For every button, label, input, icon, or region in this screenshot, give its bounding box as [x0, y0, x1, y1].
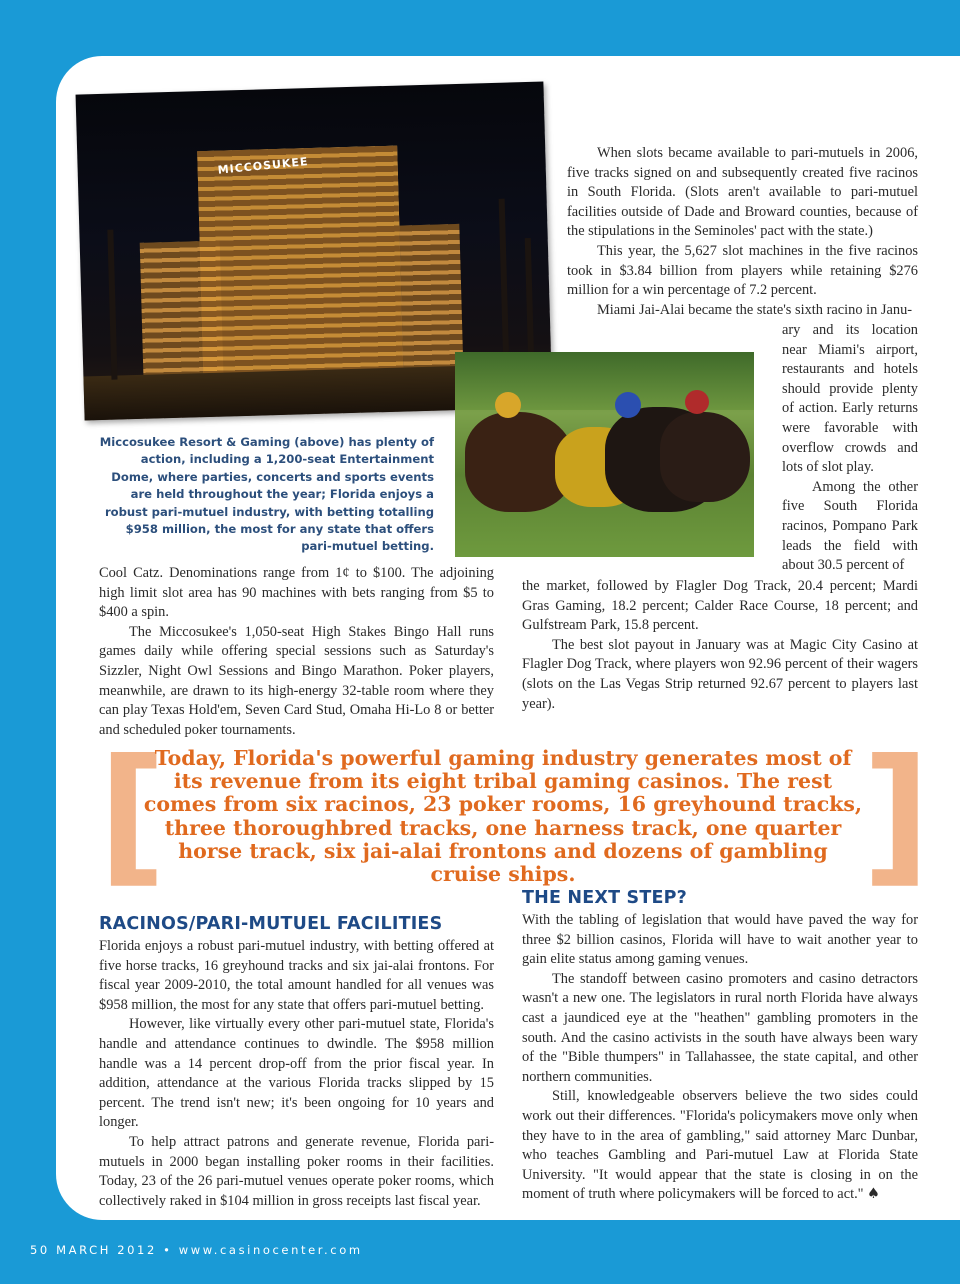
- paragraph: Miami Jai-Alai became the state's sixth racino in Janu-: [597, 301, 913, 318]
- palm-tree: [499, 199, 510, 369]
- palm-tree: [525, 238, 535, 368]
- page-footer: 50 MARCH 2012 • www.casinocenter.com: [30, 1243, 363, 1257]
- paragraph: With the tabling of legislation that would have paved the way for three $2 billion casinos, Florida will have to wait another year to gain elite status among gaming venues.: [522, 912, 918, 968]
- paragraph: When slots became available to pari-mutuels in 2006, five tracks signed on and subsequently created five racinos in South Florida. (Slots aren't available to pari-mutuel facilities outside of Dade and Broward counties, because of the stipulations in the Seminoles' pact with the state.): [567, 145, 918, 240]
- paragraph: To help attract patrons and generate revenue, Florida pari-mutuels in 2000 began installing poker rooms in their facilities. Today, 23 of the 26 pari-mutuel venues operate poker rooms, which collectively raked in $104 million in gross receipts last fiscal year.: [99, 1133, 494, 1209]
- jockey: [615, 392, 641, 418]
- paragraph: [522, 1087, 918, 1205]
- paragraph: Florida enjoys a robust pari-mutuel industry, with betting offered at five horse tracks, 16 greyhound tracks and six jai-alai frontons. For fiscal year 2009-2010, the total amount handled for all venues was $958 million, the most for any state that offers pari-mutuel betting.: [99, 938, 494, 1013]
- right-column-beside-photo: [782, 321, 918, 576]
- jockey: [495, 392, 521, 418]
- spade-icon: ♠: [867, 1186, 881, 1203]
- paragraph: The best slot payout in January was at Magic City Casino at Flagler Dog Track, where players won 92.96 percent of their wagers (slots on the Las Vegas Strip returned 92.67 percent to players last year).: [522, 636, 918, 712]
- section-heading: THE NEXT STEP?: [522, 888, 688, 908]
- palm-tree: [107, 230, 117, 380]
- paragraph: Cool Catz. Denominations range from 1¢ to $100. The adjoining high limit slot area has 90 machines with bets ranging from $5 to $400 a spin.: [99, 565, 494, 621]
- left-bracket: [: [98, 728, 167, 902]
- right-column-bottom: [522, 577, 918, 714]
- jockey: [685, 390, 709, 414]
- hotel-wing: [399, 224, 463, 376]
- horse-race-photo: [455, 352, 754, 557]
- paragraph: The standoff between casino promoters and casino detractors wasn't a new one. The legislators in rural north Florida have always cast a jaundiced eye at the "heathen" gambling promoters in the south. And the casino activists in the south have always been wary of the "Bible thumpers" in Tallahassee, the state capital, and other northern communities.: [522, 970, 918, 1085]
- section-heading: RACINOS/PARI-MUTUEL FACILITIES: [99, 914, 443, 934]
- paragraph: The Miccosukee's 1,050-seat High Stakes Bingo Hall runs games daily while offering special sessions such as Saturday's Sizzler, Night Owl Sessions and Bingo Marathon. Poker players, meanwhile, are drawn to its high-energy 32-table room where they can play Texas Hold'em, Seven Card Stud, Omaha Hi-Lo 8 or better and scheduled poker tournaments.: [99, 623, 494, 738]
- racinos-section: [99, 914, 494, 1211]
- paragraph: Among the other five South Florida racinos, Pompano Park leads the field with about 30.5 percent of: [782, 478, 918, 574]
- paragraph-text: Still, knowledgeable observers believe the two sides could work out their differences. "Florida's policymakers move only when they have to in the area of gambling," said attorney Marc Dunbar, who teaches Gambling and Pari-mutuel Law at Florida State University. "It would appear that the state is closing in on the moment of truth where policymakers will be forced to act.": [522, 1088, 918, 1203]
- hotel-sign: MICCOSUKEE: [217, 154, 309, 177]
- paragraph: the market, followed by Flagler Dog Track, 20.4 percent; Mardi Gras Gaming, 18.2 percent; Calder Race Course, 18 percent; and Gulfstream Park, 15.8 percent.: [522, 578, 918, 634]
- right-column-top: [567, 144, 918, 320]
- hotel-tower: [197, 146, 403, 381]
- photo-caption: Miccosukee Resort & Gaming (above) has plenty of action, including a 1,200-seat Entertainment Dome, where parties, concerts and sports events are held throughout the year; Florida enjoys a robust pari-mutuel industry, with betting totalling $958 million, the most for any state that offers pari-mutuel betting.: [99, 435, 434, 554]
- right-bracket: ]: [862, 728, 931, 902]
- next-step-section: [522, 888, 918, 1205]
- pull-quote: Today, Florida's powerful gaming industry generates most of its revenue from its eight tribal gaming casinos. The rest comes from six racinos, 23 poker rooms, 16 greyhound tracks, three thoroughbred tracks, one harness track, one quarter horse track, six jai-alai frontons and dozens of gambling cruise ships.: [143, 746, 863, 887]
- paragraph: ary and its location near Miami's airport, restaurants and hotels should provide plenty of action. Early returns were favorable with overflow crowds and lots of slot play.: [782, 322, 918, 476]
- left-column-middle: [99, 564, 494, 740]
- horse: [660, 412, 750, 502]
- paragraph: This year, the 5,627 slot machines in the five racinos took in $3.84 billion from players while retaining $276 million for a win percentage of 7.2 percent.: [567, 242, 918, 299]
- paragraph: However, like virtually every other pari-mutuel state, Florida's handle and attendance continues to dwindle. The $958 million handle was a 14 percent drop-off from the prior fiscal year. In addition, attendance at the various Florida tracks slipped by 15 percent. The trend isn't new; it's been ongoing for 10 years and longer.: [99, 1016, 494, 1131]
